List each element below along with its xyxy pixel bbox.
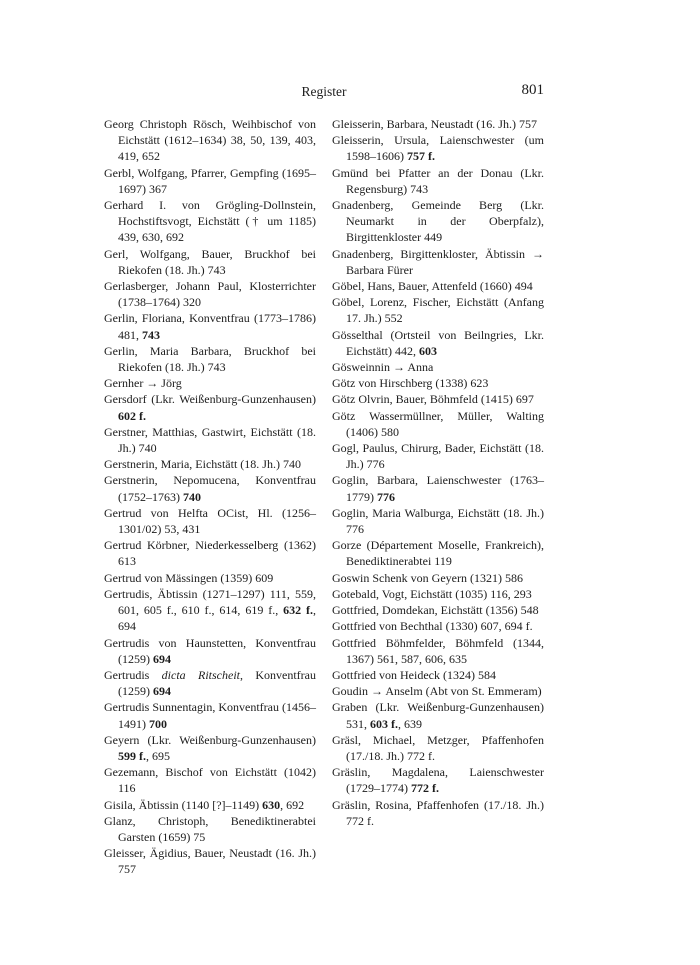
index-entry: Gottfried, Domdekan, Eichstätt (1356) 548 — [332, 603, 539, 618]
index-entry: Gorze (Département Moselle, Frankreich), Benediktinerabtei 119 — [332, 538, 544, 569]
index-entry: Gräslin, Magdalena, Laienschwester (1729–1774) 772 f. — [332, 765, 544, 796]
index-entry: Gezemann, Bischof von Eichstätt (1042) 116 — [104, 765, 316, 796]
index-entry: Gottfried Böhmfelder, Böhmfeld (1344, 1367) 561, 587, 606, 635 — [332, 635, 544, 666]
index-entry: Gerstnerin, Maria, Eichstätt (18. Jh.) 740 — [104, 457, 301, 472]
index-entry: Graben (Lkr. Weißenburg-Gunzenhausen) 531, 603 f., 639 — [332, 700, 544, 731]
index-entry: Gertrud von Mässingen (1359) 609 — [104, 570, 274, 585]
index-entry: Gerbl, Wolfgang, Pfarrer, Gempfing (1695–1697) 367 — [104, 165, 316, 196]
page-number: 801 — [521, 82, 544, 98]
index-entry: Gertrudis dicta Ritscheit, Konventfrau (1259) 694 — [104, 667, 316, 699]
index-entry: Gisila, Äbtissin (1140 [?]–1149) 630, 692 — [104, 797, 305, 812]
index-entry: Gerlin, Floriana, Konventfrau (1773–1786) 481, 743 — [104, 311, 316, 342]
index-entry: Gertrud von Helfta OCist, Hl. (1256–1301/02) 53, 431 — [104, 505, 316, 537]
index-column-left — [104, 116, 316, 878]
index-entry: Gmünd bei Pfatter an der Donau (Lkr. Regensburg) 743 — [332, 165, 544, 196]
index-entry: Gernher → Jörg — [104, 376, 182, 391]
index-entry: Gottfried von Heideck (1324) 584 — [332, 667, 496, 682]
index-entry: Gleisserin, Ursula, Laienschwester (um 1598–1606) 757 f. — [332, 133, 544, 164]
index-entry: Goglin, Maria Walburga, Eichstätt (18. Jh.) 776 — [332, 505, 544, 537]
index-entry: Gerhard I. von Grögling-Dollnstein, Hochstiftsvogt, Eichstätt († um 1185) 439, 630, 692 — [104, 198, 316, 245]
index-entry: Gotebald, Vogt, Eichstätt (1035) 116, 293 — [332, 586, 532, 601]
index-entry: Goglin, Barbara, Laienschwester (1763–1779) 776 — [332, 473, 544, 504]
index-entry: Götz Olvrin, Bauer, Böhmfeld (1415) 697 — [332, 392, 534, 407]
index-entry: Götz Wassermüllner, Müller, Walting (1406) 580 — [332, 408, 544, 439]
index-entry: Gottfried von Bechthal (1330) 607, 694 f. — [332, 619, 533, 634]
index-entry: Gogl, Paulus, Chirurg, Bader, Eichstätt (18. Jh.) 776 — [332, 441, 544, 472]
index-entry: Gnadenberg, Birgittenkloster, Äbtissin → Barbara Fürer — [332, 246, 544, 277]
index-entry: Gertrudis, Äbtissin (1271–1297) 111, 559, 601, 605 f., 610 f., 614, 619 f., 632 f., 694 — [104, 586, 316, 634]
index-entry: Götz von Hirschberg (1338) 623 — [332, 376, 489, 391]
index-entry: Gösweinnin → Anna — [332, 360, 434, 375]
running-title: Register — [301, 84, 347, 99]
index-entry: Glanz, Christoph, Benediktinerabtei Garsten (1659) 75 — [104, 813, 316, 844]
index-entry: Gräslin, Rosina, Pfaffenhofen (17./18. Jh.) 772 f. — [332, 797, 544, 828]
index-entry: Göbel, Hans, Bauer, Attenfeld (1660) 494 — [332, 279, 533, 294]
index-entry: Gnadenberg, Gemeinde Berg (Lkr. Neumarkt in der Oberpfalz), Birgittenkloster 449 — [332, 198, 544, 245]
index-entry: Goudin → Anselm (Abt von St. Emmeram) — [332, 684, 542, 699]
index-column-right — [332, 116, 544, 829]
index-entry: Gerstner, Matthias, Gastwirt, Eichstätt (18. Jh.) 740 — [104, 424, 316, 456]
index-entry: Gleisserin, Barbara, Neustadt (16. Jh.) 757 — [332, 117, 537, 131]
index-entry: Gerl, Wolfgang, Bauer, Bruckhof bei Riekofen (18. Jh.) 743 — [104, 246, 316, 277]
index-entry: Gerlin, Maria Barbara, Bruckhof bei Riekofen (18. Jh.) 743 — [104, 343, 316, 375]
index-entry: Gertrud Körbner, Niederkesselberg (1362) 613 — [104, 538, 316, 569]
index-entry: Göbel, Lorenz, Fischer, Eichstätt (Anfang 17. Jh.) 552 — [332, 295, 544, 326]
index-entry: Georg Christoph Rösch, Weihbischof von Eichstätt (1612–1634) 38, 50, 139, 403, 419, 652 — [104, 117, 316, 164]
page-header — [104, 84, 544, 108]
index-entry: Gleisser, Ägidius, Bauer, Neustadt (16. Jh.) 757 — [104, 846, 316, 877]
index-entry: Gertrudis Sunnentagin, Konventfrau (1456–1491) 700 — [104, 700, 316, 731]
index-entry: Geyern (Lkr. Weißenburg-Gunzenhausen) 599 f., 695 — [104, 732, 316, 763]
index-entry: Gräsl, Michael, Metzger, Pfaffenhofen (17./18. Jh.) 772 f. — [332, 732, 544, 763]
index-entry: Gertrudis von Haunstetten, Konventfrau (1259) 694 — [104, 635, 316, 666]
index-entry: Gerstnerin, Nepomucena, Konventfrau (1752–1763) 740 — [104, 473, 316, 504]
index-entry: Gersdorf (Lkr. Weißenburg-Gunzenhausen) 602 f. — [104, 392, 316, 423]
index-entry: Goswin Schenk von Geyern (1321) 586 — [332, 570, 523, 585]
index-entry: Gösselthal (Ortsteil von Beilngries, Lkr. Eichstätt) 442, 603 — [332, 327, 544, 358]
index-entry: Gerlasberger, Johann Paul, Klosterrichter (1738–1764) 320 — [104, 279, 316, 310]
